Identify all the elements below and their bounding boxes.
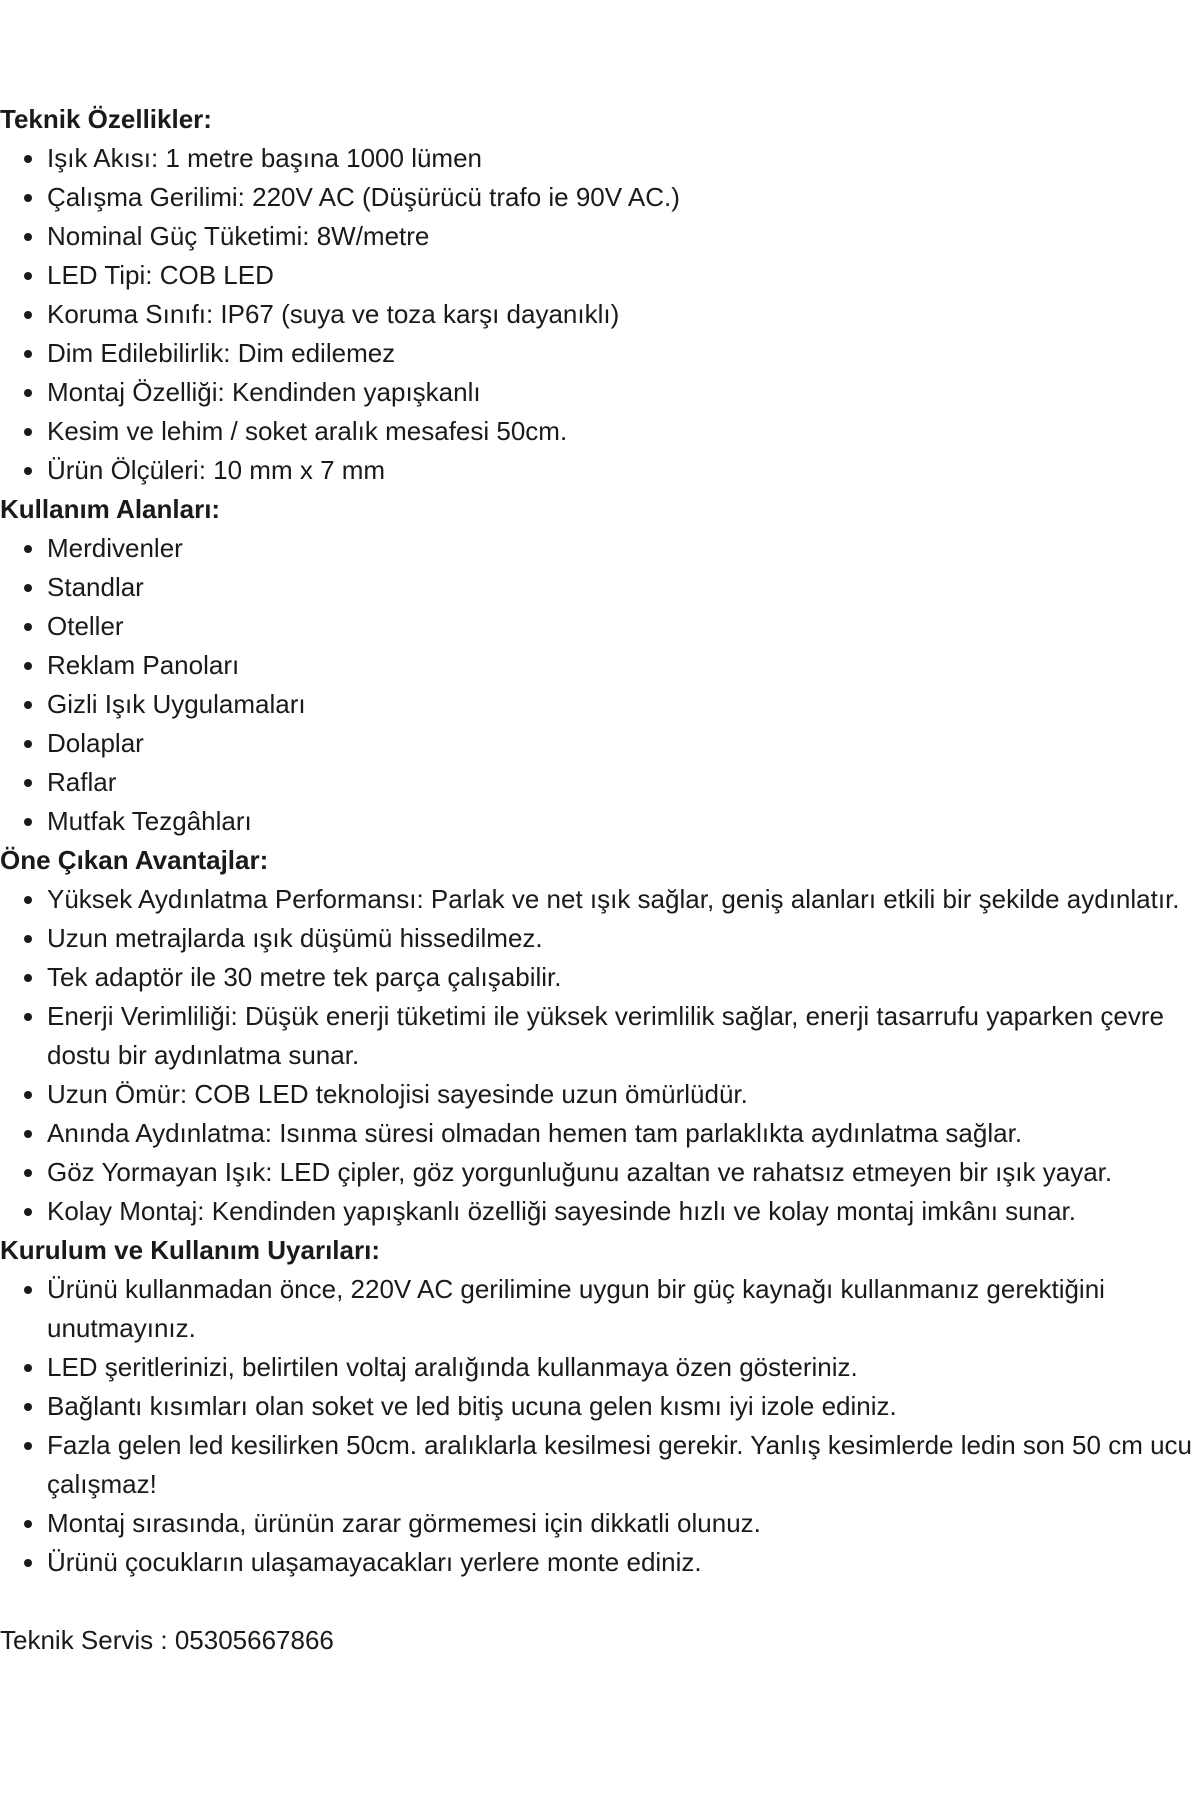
section-heading-usage-areas: Kullanım Alanları:: [0, 494, 221, 524]
section-heading-installation-warnings: Kurulum ve Kullanım Uyarıları:: [0, 1235, 380, 1265]
list-item: • LED Tipi: COB LED: [47, 256, 1200, 295]
list-item: • Gizli Işık Uygulamaları: [47, 685, 1200, 724]
list-item: • Uzun Ömür: COB LED teknolojisi sayesinde uzun ömürlüdür.: [47, 1075, 1200, 1114]
section-advantages: [0, 841, 1200, 1231]
list-item: • Montaj Özelliği: Kendinden yapışkanlı: [47, 373, 1200, 412]
list-item: • Kolay Montaj: Kendinden yapışkanlı özelliği sayesinde hızlı ve kolay montaj imkânı sunar.: [47, 1192, 1200, 1231]
list-item: • Ürün Ölçüleri: 10 mm x 7 mm: [47, 451, 1200, 490]
technical-specs-list: [0, 139, 1200, 490]
list-item: • Enerji Verimliliği: Düşük enerji tüketimi ile yüksek verimlilik sağlar, enerji tasarrufu yaparken çevre dostu bir aydınlatma sunar.: [47, 997, 1200, 1075]
list-item: • Reklam Panoları: [47, 646, 1200, 685]
list-item: • Standlar: [47, 568, 1200, 607]
technical-service-contact: Teknik Servis : 05305667866: [0, 1625, 334, 1655]
list-item: • Ürünü kullanmadan önce, 220V AC gerilimine uygun bir güç kaynağı kullanmanız gerektiğini unutmayınız.: [47, 1270, 1200, 1348]
section-heading-technical-specs: Teknik Özellikler:: [0, 104, 212, 134]
list-item: • Çalışma Gerilimi: 220V AC (Düşürücü trafo ie 90V AC.): [47, 178, 1200, 217]
section-technical-specs: [0, 100, 1200, 490]
description-content: [0, 100, 1200, 1686]
list-item: • Merdivenler: [47, 529, 1200, 568]
list-item: • Tek adaptör ile 30 metre tek parça çalışabilir.: [47, 958, 1200, 997]
list-item: • Bağlantı kısımları olan soket ve led bitiş ucuna gelen kısmı iyi izole ediniz.: [47, 1387, 1200, 1426]
list-item: • Raflar: [47, 763, 1200, 802]
usage-areas-list: [0, 529, 1200, 841]
list-item: • Oteller: [47, 607, 1200, 646]
installation-warnings-list: [0, 1270, 1200, 1582]
list-item: • Koruma Sınıfı: IP67 (suya ve toza karşı dayanıklı): [47, 295, 1200, 334]
list-item: • Kesim ve lehim / soket aralık mesafesi 50cm.: [47, 412, 1200, 451]
list-item: • Ürünü çocukların ulaşamayacakları yerlere monte ediniz.: [47, 1543, 1200, 1582]
list-item: • Işık Akısı: 1 metre başına 1000 lümen: [47, 139, 1200, 178]
list-item: • Mutfak Tezgâhları: [47, 802, 1200, 841]
list-item: • Göz Yormayan Işık: LED çipler, göz yorgunluğunu azaltan ve rahatsız etmeyen bir ışık yayar.: [47, 1153, 1200, 1192]
list-item: • Fazla gelen led kesilirken 50cm. aralıklarla kesilmesi gerekir. Yanlış kesimlerde ledin son 50 cm ucu çalışmaz!: [47, 1426, 1200, 1504]
section-heading-advantages: Öne Çıkan Avantajlar:: [0, 845, 269, 875]
section-installation-warnings: [0, 1231, 1200, 1582]
list-item: • Anında Aydınlatma: Isınma süresi olmadan hemen tam parlaklıkta aydınlatma sağlar.: [47, 1114, 1200, 1153]
list-item: • Yüksek Aydınlatma Performansı: Parlak ve net ışık sağlar, geniş alanları etkili bir şekilde aydınlatır.: [47, 880, 1200, 919]
section-usage-areas: [0, 490, 1200, 841]
list-item: • Dolaplar: [47, 724, 1200, 763]
advantages-list: [0, 880, 1200, 1231]
list-item: • Nominal Güç Tüketimi: 8W/metre: [47, 217, 1200, 256]
list-item: • LED şeritlerinizi, belirtilen voltaj aralığında kullanmaya özen gösteriniz.: [47, 1348, 1200, 1387]
list-item: • Uzun metrajlarda ışık düşümü hissedilmez.: [47, 919, 1200, 958]
list-item: • Montaj sırasında, ürünün zarar görmemesi için dikkatli olunuz.: [47, 1504, 1200, 1543]
list-item: • Dim Edilebilirlik: Dim edilemez: [47, 334, 1200, 373]
